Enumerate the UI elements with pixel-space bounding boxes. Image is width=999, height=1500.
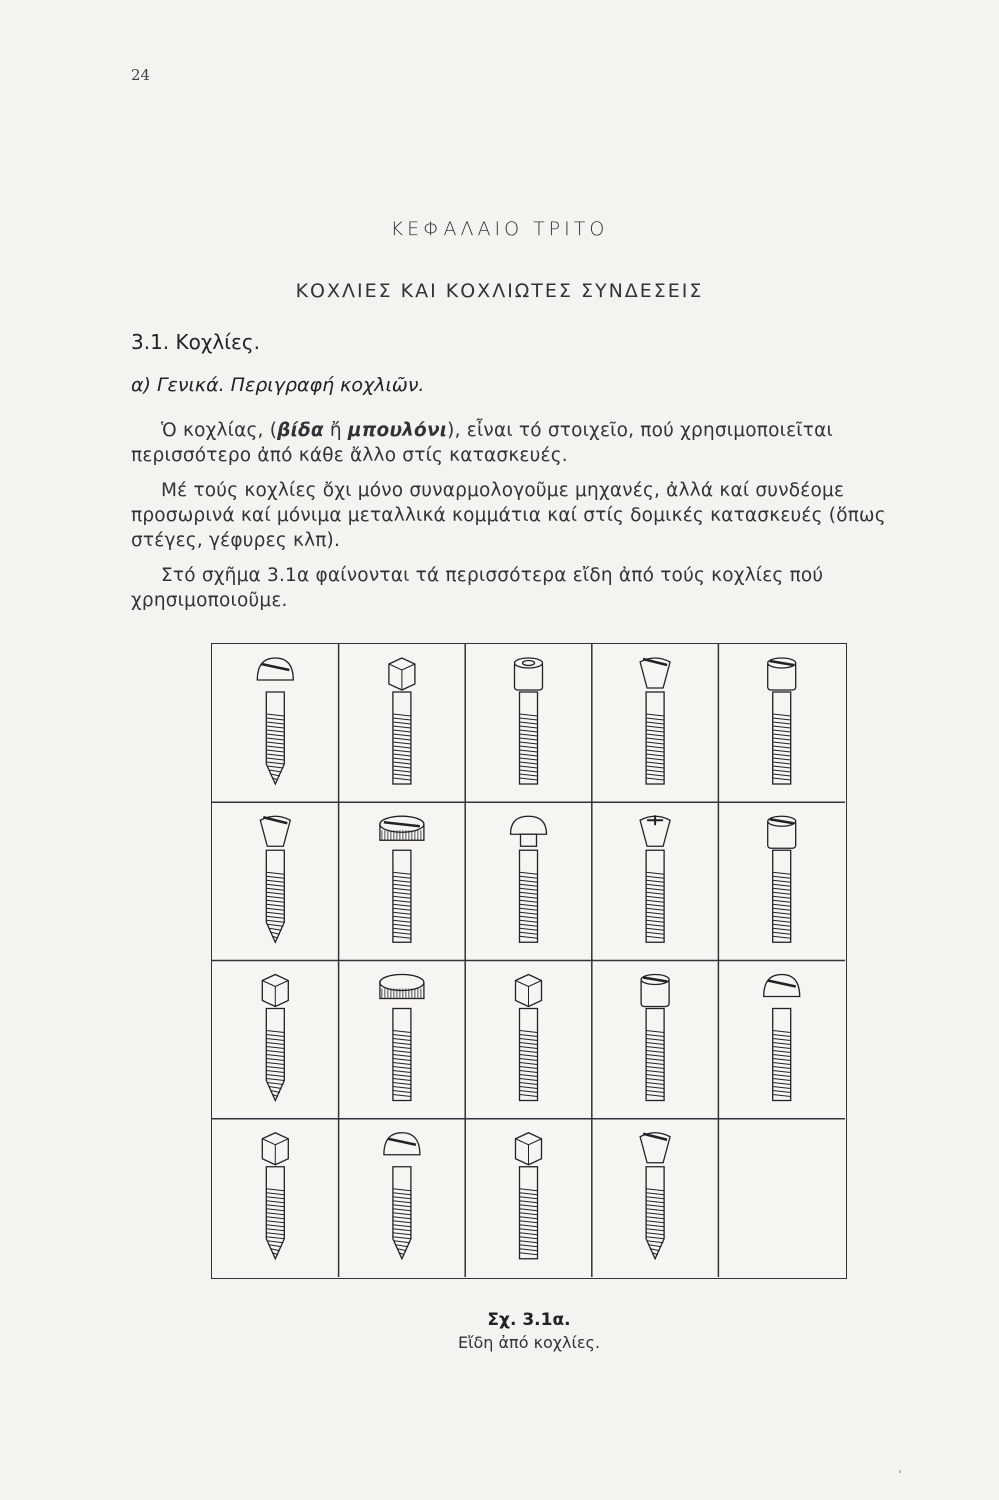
- screw-round-slotted-wood-screw-icon: [257, 658, 293, 784]
- screw-knurled-thumb-screw-slotted-icon: [380, 816, 424, 942]
- paragraph-3: Στό σχῆμα 3.1α φαίνονται τά περισσότερα εἴδη ἀπό τούς κοχλίες πού χρησιμοποιοῦμε.: [131, 565, 824, 611]
- screw-socket-head-cap-screw-icon: [515, 658, 543, 784]
- chapter-heading: ΚΕΦΑΛΑΙΟ ΤΡΙΤΟ: [390, 218, 609, 240]
- screw-square-head-lag-screw-icon: [262, 1133, 288, 1259]
- screw-countersunk-phillips-screw-icon: [640, 815, 670, 942]
- screw-hex-flange-bolt-icon: [516, 975, 542, 1101]
- page-mark: ‘: [898, 1468, 902, 1482]
- chapter-title: ΚΟΧΛΙΕΣ ΚΑΙ ΚΟΧΛΙΩΤΕΣ ΣΥΝΔΕΣΕΙΣ: [295, 280, 704, 302]
- figure-caption-text: Εἴδη ἀπό κοχλίες.: [457, 1333, 601, 1352]
- page-number: 24: [131, 66, 151, 84]
- screw-knurled-thumb-screw-icon: [380, 975, 424, 1101]
- subsection-heading: α) Γενικά. Περιγραφή κοχλιῶν.: [131, 374, 425, 396]
- screw-hex-head-machine-bolt-icon: [389, 658, 415, 784]
- section-heading: 3.1. Κοχλίες.: [131, 330, 260, 354]
- screw-carriage-bolt-icon: [511, 816, 547, 942]
- screw-hex-head-bolt-icon: [516, 1133, 542, 1259]
- screw-round-slotted-machine-screw-icon: [764, 975, 800, 1101]
- screw-hex-head-lag-screw-icon: [262, 975, 288, 1101]
- screw-slotted-cylinder-head-screw-icon: [641, 975, 669, 1101]
- screw-cheese-head-slotted-screw-icon: [768, 658, 796, 784]
- screw-countersunk-slotted-machine-screw-icon: [640, 658, 670, 784]
- screw-countersunk-slotted-wood-screw-icon: [640, 1133, 670, 1259]
- screw-types-figure: [211, 643, 847, 1279]
- paragraph-2: Μέ τούς κοχλίες ὄχι μόνο συναρμολογοῦμε μηχανές, ἀλλά καί συνδέομε προσωρινά καί μόνιμα μεταλλικά κομμάτια καί στίς δομικές κατασκευές (ὅπως στέγες, γέφυρες κλπ).: [131, 480, 886, 551]
- screw-grid-drawing: [212, 644, 845, 1277]
- screw-raised-countersunk-wood-screw-icon: [260, 816, 290, 942]
- paragraph-1: Ὁ κοχλίας, (βίδα ἤ μπουλόνι), εἶναι τό στοιχεῖο, πού χρησιμοποιεῖται περισσότερο ἀπό κάθε ἄλλο στίς κατασκευές.: [131, 420, 833, 466]
- screw-round-slotted-wood-screw-icon: [384, 1133, 420, 1259]
- figure-caption-label: Σχ. 3.1α.: [487, 1310, 571, 1330]
- screw-cheese-head-slotted-screw-long-icon: [768, 816, 796, 942]
